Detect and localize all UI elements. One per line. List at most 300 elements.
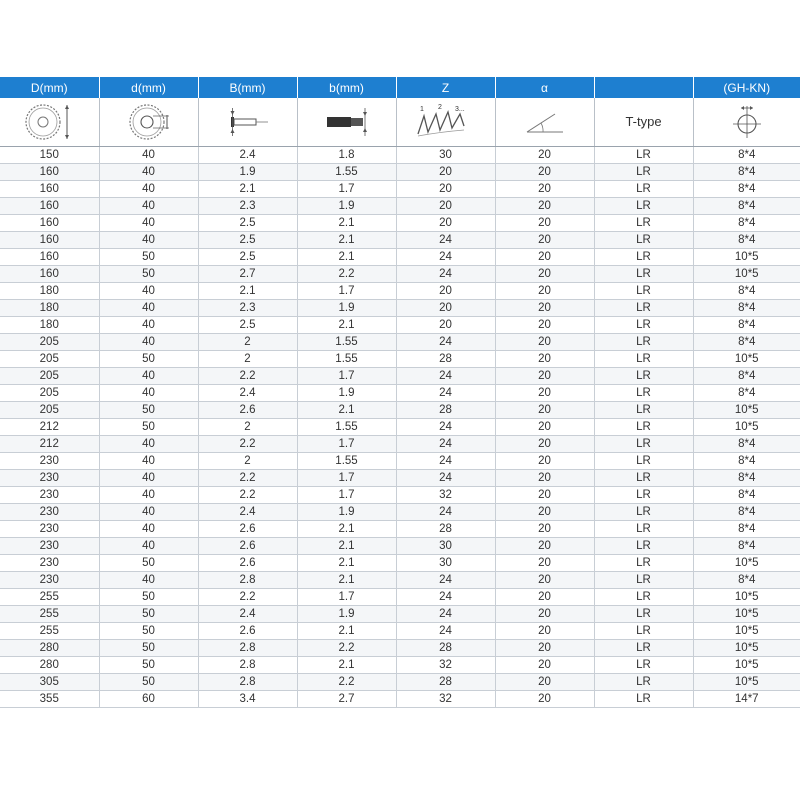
cell-outer-diameter: 355 [0, 691, 99, 708]
cell-plate-thickness: 1.7 [297, 436, 396, 453]
angle-icon [519, 102, 571, 142]
cell-pin-hole: 10*5 [693, 419, 800, 436]
cell-angle: 20 [495, 606, 594, 623]
cell-type: LR [594, 436, 693, 453]
cell-type: LR [594, 623, 693, 640]
cell-tooth-count: 24 [396, 623, 495, 640]
cell-outer-diameter: 160 [0, 215, 99, 232]
cell-pin-hole: 10*5 [693, 555, 800, 572]
cell-bore-diameter: 40 [99, 385, 198, 402]
cell-bore-diameter: 40 [99, 215, 198, 232]
saw-blade-outer-diameter-icon [23, 102, 75, 142]
cell-pin-hole: 8*4 [693, 470, 800, 487]
header-kerf-width: B(mm) [198, 77, 297, 98]
cell-plate-thickness: 2.1 [297, 249, 396, 266]
cell-pin-hole: 10*5 [693, 589, 800, 606]
cell-bore-diameter: 50 [99, 266, 198, 283]
cell-angle: 20 [495, 181, 594, 198]
cell-kerf-width: 2.3 [198, 300, 297, 317]
cell-pin-hole: 8*4 [693, 453, 800, 470]
cell-plate-thickness: 1.7 [297, 368, 396, 385]
cell-type: LR [594, 453, 693, 470]
cell-tooth-count: 28 [396, 402, 495, 419]
table-row [0, 402, 800, 419]
cell-bore-diameter: 50 [99, 623, 198, 640]
cell-angle: 20 [495, 657, 594, 674]
cell-type: LR [594, 470, 693, 487]
cell-tooth-count: 32 [396, 691, 495, 708]
table-header [0, 77, 800, 147]
cell-pin-hole: 8*4 [693, 215, 800, 232]
cell-angle: 20 [495, 623, 594, 640]
cell-bore-diameter: 40 [99, 470, 198, 487]
cell-pin-hole: 8*4 [693, 164, 800, 181]
cell-outer-diameter: 205 [0, 385, 99, 402]
cell-outer-diameter: 255 [0, 606, 99, 623]
cell-plate-thickness: 1.55 [297, 164, 396, 181]
cell-type: LR [594, 215, 693, 232]
saw-blade-bore-diameter-icon [123, 102, 175, 142]
cell-bore-diameter: 40 [99, 504, 198, 521]
cell-tooth-count: 24 [396, 453, 495, 470]
cell-plate-thickness: 2.7 [297, 691, 396, 708]
cell-outer-diameter: 160 [0, 232, 99, 249]
table-row [0, 538, 800, 555]
kerf-width-icon [222, 102, 274, 142]
cell-tooth-count: 24 [396, 606, 495, 623]
cell-pin-hole: 10*5 [693, 674, 800, 691]
table-row [0, 640, 800, 657]
cell-kerf-width: 2.2 [198, 487, 297, 504]
cell-plate-thickness: 2.1 [297, 623, 396, 640]
cell-outer-diameter: 230 [0, 572, 99, 589]
cell-kerf-width: 2.5 [198, 232, 297, 249]
cell-type: LR [594, 164, 693, 181]
cell-kerf-width: 2.6 [198, 521, 297, 538]
header-pin-hole: (GH-KN) [693, 77, 800, 98]
cell-kerf-width: 2.8 [198, 572, 297, 589]
table-row [0, 215, 800, 232]
header-outer-diameter: D(mm) [0, 77, 99, 98]
cell-pin-hole: 10*5 [693, 657, 800, 674]
cell-angle: 20 [495, 402, 594, 419]
cell-type: LR [594, 283, 693, 300]
header-type [594, 77, 693, 98]
cell-angle: 20 [495, 215, 594, 232]
cell-bore-diameter: 50 [99, 640, 198, 657]
cell-pin-hole: 14*7 [693, 691, 800, 708]
cell-pin-hole: 10*5 [693, 606, 800, 623]
cell-kerf-width: 2 [198, 453, 297, 470]
plate-thickness-icon [321, 102, 373, 142]
cell-tooth-count: 30 [396, 555, 495, 572]
cell-outer-diameter: 230 [0, 538, 99, 555]
cell-type: LR [594, 538, 693, 555]
cell-tooth-count: 30 [396, 538, 495, 555]
cell-angle: 20 [495, 334, 594, 351]
table-row [0, 164, 800, 181]
cell-bore-diameter: 40 [99, 436, 198, 453]
cell-kerf-width: 2.5 [198, 249, 297, 266]
cell-angle: 20 [495, 691, 594, 708]
cell-plate-thickness: 1.55 [297, 453, 396, 470]
cell-bore-diameter: 40 [99, 283, 198, 300]
cell-pin-hole: 8*4 [693, 283, 800, 300]
cell-type: LR [594, 266, 693, 283]
pin-hole-icon [721, 102, 773, 142]
cell-outer-diameter: 160 [0, 249, 99, 266]
cell-plate-thickness: 1.7 [297, 589, 396, 606]
cell-outer-diameter: 150 [0, 147, 99, 164]
table-row [0, 249, 800, 266]
table-row [0, 504, 800, 521]
cell-type: LR [594, 674, 693, 691]
cell-tooth-count: 24 [396, 419, 495, 436]
cell-type: LR [594, 181, 693, 198]
cell-angle: 20 [495, 453, 594, 470]
cell-pin-hole: 10*5 [693, 351, 800, 368]
cell-angle: 20 [495, 164, 594, 181]
cell-tooth-count: 24 [396, 368, 495, 385]
cell-plate-thickness: 1.9 [297, 504, 396, 521]
cell-type: LR [594, 555, 693, 572]
cell-tooth-count: 24 [396, 266, 495, 283]
cell-outer-diameter: 180 [0, 317, 99, 334]
cell-type: LR [594, 368, 693, 385]
cell-plate-thickness: 1.55 [297, 334, 396, 351]
cell-kerf-width: 2.3 [198, 198, 297, 215]
cell-outer-diameter: 230 [0, 504, 99, 521]
cell-kerf-width: 2.5 [198, 317, 297, 334]
cell-type: LR [594, 317, 693, 334]
cell-pin-hole: 8*4 [693, 521, 800, 538]
cell-plate-thickness: 2.1 [297, 555, 396, 572]
cell-kerf-width: 2.7 [198, 266, 297, 283]
cell-tooth-count: 28 [396, 521, 495, 538]
table-row [0, 436, 800, 453]
cell-kerf-width: 2.2 [198, 470, 297, 487]
cell-type: LR [594, 606, 693, 623]
cell-outer-diameter: 280 [0, 640, 99, 657]
cell-pin-hole: 8*4 [693, 487, 800, 504]
cell-pin-hole: 8*4 [693, 300, 800, 317]
cell-bore-diameter: 40 [99, 181, 198, 198]
cell-angle: 20 [495, 504, 594, 521]
cell-angle: 20 [495, 351, 594, 368]
cell-angle: 20 [495, 640, 594, 657]
cell-kerf-width: 2.4 [198, 606, 297, 623]
cell-kerf-width: 2.8 [198, 674, 297, 691]
cell-kerf-width: 1.9 [198, 164, 297, 181]
table-row [0, 317, 800, 334]
table-row [0, 470, 800, 487]
cell-tooth-count: 24 [396, 572, 495, 589]
cell-kerf-width: 2.1 [198, 283, 297, 300]
cell-bore-diameter: 40 [99, 334, 198, 351]
cell-plate-thickness: 2.1 [297, 232, 396, 249]
cell-tooth-count: 20 [396, 283, 495, 300]
table-row [0, 555, 800, 572]
table-row [0, 623, 800, 640]
cell-outer-diameter: 160 [0, 266, 99, 283]
cell-tooth-count: 24 [396, 232, 495, 249]
cell-pin-hole: 8*4 [693, 232, 800, 249]
tooth-count-icon [414, 102, 478, 142]
cell-angle: 20 [495, 147, 594, 164]
cell-tooth-count: 20 [396, 198, 495, 215]
cell-plate-thickness: 1.9 [297, 198, 396, 215]
cell-bore-diameter: 40 [99, 317, 198, 334]
cell-outer-diameter: 280 [0, 657, 99, 674]
spec-table [0, 77, 800, 708]
cell-plate-thickness: 1.8 [297, 147, 396, 164]
cell-outer-diameter: 230 [0, 555, 99, 572]
cell-tooth-count: 20 [396, 181, 495, 198]
cell-angle: 20 [495, 674, 594, 691]
cell-outer-diameter: 205 [0, 368, 99, 385]
cell-pin-hole: 8*4 [693, 538, 800, 555]
cell-plate-thickness: 2.1 [297, 572, 396, 589]
table-row [0, 351, 800, 368]
cell-bore-diameter: 40 [99, 164, 198, 181]
table-row [0, 453, 800, 470]
table-row [0, 589, 800, 606]
cell-type: LR [594, 402, 693, 419]
cell-angle: 20 [495, 521, 594, 538]
cell-kerf-width: 2.8 [198, 640, 297, 657]
table-row [0, 657, 800, 674]
cell-type: LR [594, 300, 693, 317]
header-angle: α [495, 77, 594, 98]
cell-plate-thickness: 2.1 [297, 521, 396, 538]
icon-row [0, 98, 800, 147]
cell-plate-thickness: 2.1 [297, 538, 396, 555]
cell-tooth-count: 24 [396, 436, 495, 453]
cell-bore-diameter: 50 [99, 674, 198, 691]
cell-plate-thickness: 2.1 [297, 317, 396, 334]
cell-kerf-width: 2.2 [198, 436, 297, 453]
cell-angle: 20 [495, 266, 594, 283]
cell-type: LR [594, 640, 693, 657]
cell-tooth-count: 28 [396, 351, 495, 368]
cell-angle: 20 [495, 283, 594, 300]
table-body [0, 147, 800, 708]
header-bore-diameter: d(mm) [99, 77, 198, 98]
cell-outer-diameter: 180 [0, 300, 99, 317]
cell-outer-diameter: 160 [0, 181, 99, 198]
cell-outer-diameter: 230 [0, 453, 99, 470]
table-row [0, 181, 800, 198]
cell-type: LR [594, 521, 693, 538]
cell-outer-diameter: 230 [0, 487, 99, 504]
cell-pin-hole: 10*5 [693, 623, 800, 640]
cell-kerf-width: 2 [198, 351, 297, 368]
cell-pin-hole: 10*5 [693, 266, 800, 283]
table-row [0, 283, 800, 300]
cell-angle: 20 [495, 555, 594, 572]
cell-tooth-count: 20 [396, 317, 495, 334]
cell-outer-diameter: 305 [0, 674, 99, 691]
cell-tooth-count: 20 [396, 215, 495, 232]
cell-type: LR [594, 419, 693, 436]
cell-kerf-width: 2.5 [198, 215, 297, 232]
cell-bore-diameter: 50 [99, 249, 198, 266]
cell-bore-diameter: 40 [99, 147, 198, 164]
cell-tooth-count: 28 [396, 674, 495, 691]
cell-plate-thickness: 1.9 [297, 385, 396, 402]
cell-plate-thickness: 2.2 [297, 674, 396, 691]
cell-tooth-count: 20 [396, 300, 495, 317]
cell-angle: 20 [495, 419, 594, 436]
cell-pin-hole: 8*4 [693, 317, 800, 334]
cell-tooth-count: 20 [396, 164, 495, 181]
cell-type: LR [594, 691, 693, 708]
cell-plate-thickness: 2.1 [297, 215, 396, 232]
cell-bore-diameter: 40 [99, 368, 198, 385]
cell-pin-hole: 8*4 [693, 198, 800, 215]
cell-bore-diameter: 40 [99, 572, 198, 589]
tooth-number-2: 2 [437, 104, 442, 111]
cell-type: LR [594, 572, 693, 589]
table-row [0, 572, 800, 589]
cell-outer-diameter: 255 [0, 589, 99, 606]
table-row [0, 368, 800, 385]
cell-kerf-width: 2.8 [198, 657, 297, 674]
cell-outer-diameter: 160 [0, 164, 99, 181]
table-row [0, 521, 800, 538]
cell-bore-diameter: 50 [99, 555, 198, 572]
cell-bore-diameter: 40 [99, 453, 198, 470]
cell-angle: 20 [495, 470, 594, 487]
cell-kerf-width: 2.6 [198, 623, 297, 640]
cell-bore-diameter: 50 [99, 657, 198, 674]
cell-type: LR [594, 334, 693, 351]
cell-plate-thickness: 1.9 [297, 300, 396, 317]
cell-plate-thickness: 1.7 [297, 470, 396, 487]
cell-angle: 20 [495, 249, 594, 266]
table-row [0, 487, 800, 504]
cell-type: LR [594, 147, 693, 164]
cell-bore-diameter: 50 [99, 351, 198, 368]
table-row [0, 691, 800, 708]
header-tooth-count: Z [396, 77, 495, 98]
cell-bore-diameter: 40 [99, 232, 198, 249]
cell-type: LR [594, 589, 693, 606]
cell-bore-diameter: 50 [99, 419, 198, 436]
cell-angle: 20 [495, 198, 594, 215]
cell-angle: 20 [495, 572, 594, 589]
cell-kerf-width: 2.4 [198, 147, 297, 164]
cell-tooth-count: 24 [396, 504, 495, 521]
cell-angle: 20 [495, 300, 594, 317]
cell-plate-thickness: 1.7 [297, 487, 396, 504]
cell-pin-hole: 10*5 [693, 249, 800, 266]
cell-angle: 20 [495, 436, 594, 453]
table-row [0, 674, 800, 691]
cell-angle: 20 [495, 368, 594, 385]
cell-type: LR [594, 351, 693, 368]
cell-outer-diameter: 230 [0, 470, 99, 487]
cell-outer-diameter: 255 [0, 623, 99, 640]
table-row [0, 606, 800, 623]
cell-tooth-count: 30 [396, 147, 495, 164]
cell-outer-diameter: 212 [0, 419, 99, 436]
cell-angle: 20 [495, 317, 594, 334]
cell-type: LR [594, 385, 693, 402]
tooth-number-1: 1 [419, 106, 424, 113]
cell-angle: 20 [495, 538, 594, 555]
cell-tooth-count: 24 [396, 385, 495, 402]
cell-type: LR [594, 487, 693, 504]
tooth-number-3: 3... [454, 106, 465, 113]
header-plate-thickness: b(mm) [297, 77, 396, 98]
cell-pin-hole: 8*4 [693, 572, 800, 589]
cell-bore-diameter: 40 [99, 538, 198, 555]
cell-outer-diameter: 160 [0, 198, 99, 215]
cell-type: LR [594, 198, 693, 215]
cell-tooth-count: 24 [396, 589, 495, 606]
cell-type: LR [594, 657, 693, 674]
cell-outer-diameter: 205 [0, 351, 99, 368]
t-type-label: T-type [625, 114, 662, 129]
cell-kerf-width: 2.6 [198, 402, 297, 419]
cell-outer-diameter: 205 [0, 402, 99, 419]
cell-plate-thickness: 1.55 [297, 419, 396, 436]
cell-kerf-width: 2.6 [198, 538, 297, 555]
cell-plate-thickness: 2.2 [297, 640, 396, 657]
cell-pin-hole: 8*4 [693, 385, 800, 402]
cell-angle: 20 [495, 385, 594, 402]
cell-pin-hole: 8*4 [693, 147, 800, 164]
cell-kerf-width: 2.2 [198, 368, 297, 385]
cell-pin-hole: 8*4 [693, 368, 800, 385]
cell-plate-thickness: 2.1 [297, 657, 396, 674]
cell-bore-diameter: 40 [99, 487, 198, 504]
cell-outer-diameter: 212 [0, 436, 99, 453]
cell-bore-diameter: 50 [99, 606, 198, 623]
cell-kerf-width: 2.1 [198, 181, 297, 198]
cell-angle: 20 [495, 589, 594, 606]
cell-outer-diameter: 230 [0, 521, 99, 538]
cell-plate-thickness: 1.9 [297, 606, 396, 623]
table-row [0, 334, 800, 351]
cell-tooth-count: 28 [396, 640, 495, 657]
cell-tooth-count: 24 [396, 249, 495, 266]
cell-kerf-width: 2.6 [198, 555, 297, 572]
cell-bore-diameter: 40 [99, 521, 198, 538]
cell-plate-thickness: 1.7 [297, 181, 396, 198]
table-row [0, 266, 800, 283]
table-row [0, 147, 800, 164]
cell-type: LR [594, 232, 693, 249]
cell-pin-hole: 8*4 [693, 334, 800, 351]
table-row [0, 385, 800, 402]
cell-kerf-width: 2 [198, 334, 297, 351]
table-row [0, 419, 800, 436]
table-row [0, 232, 800, 249]
cell-bore-diameter: 50 [99, 589, 198, 606]
cell-pin-hole: 10*5 [693, 640, 800, 657]
cell-type: LR [594, 504, 693, 521]
cell-kerf-width: 2.2 [198, 589, 297, 606]
table-row [0, 300, 800, 317]
cell-kerf-width: 2 [198, 419, 297, 436]
cell-type: LR [594, 249, 693, 266]
cell-pin-hole: 8*4 [693, 436, 800, 453]
cell-bore-diameter: 40 [99, 198, 198, 215]
cell-kerf-width: 3.4 [198, 691, 297, 708]
cell-pin-hole: 8*4 [693, 181, 800, 198]
